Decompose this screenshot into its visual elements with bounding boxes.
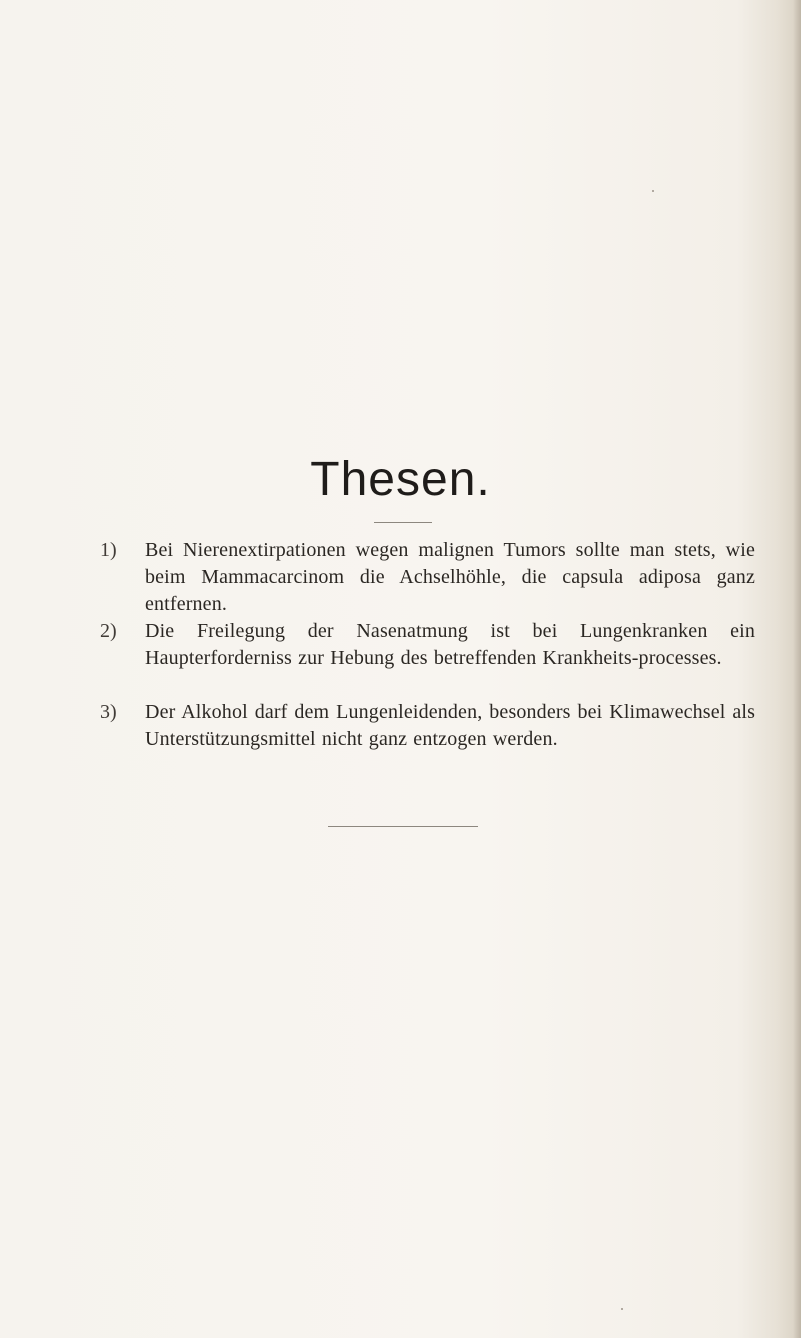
thesis-text: Der Alkohol darf dem Lungenleidenden, besonders bei Klimawechsel als Unterstützungsmittel nicht ganz entzogen werden.	[145, 701, 755, 750]
closing-divider	[328, 826, 478, 827]
thesis-text: Die Freilegung der Nasenatmung ist bei Lungenkranken ein Haupterforderniss zur Hebung des betreffenden Krankheits-processes.	[145, 620, 755, 669]
thesis-text: Bei Nierenextirpationen wegen malignen Tumors sollte man stets, wie beim Mammacarcinom die Achselhöhle, die capsula adiposa ganz entfernen.	[145, 539, 755, 615]
thesis-number: 3)	[100, 701, 117, 723]
thesis-number: 1)	[100, 539, 117, 561]
thesis-number: 2)	[100, 620, 117, 642]
paper-speck	[621, 1308, 623, 1310]
paper-speck	[652, 190, 654, 192]
page-title: Thesen.	[310, 453, 491, 506]
